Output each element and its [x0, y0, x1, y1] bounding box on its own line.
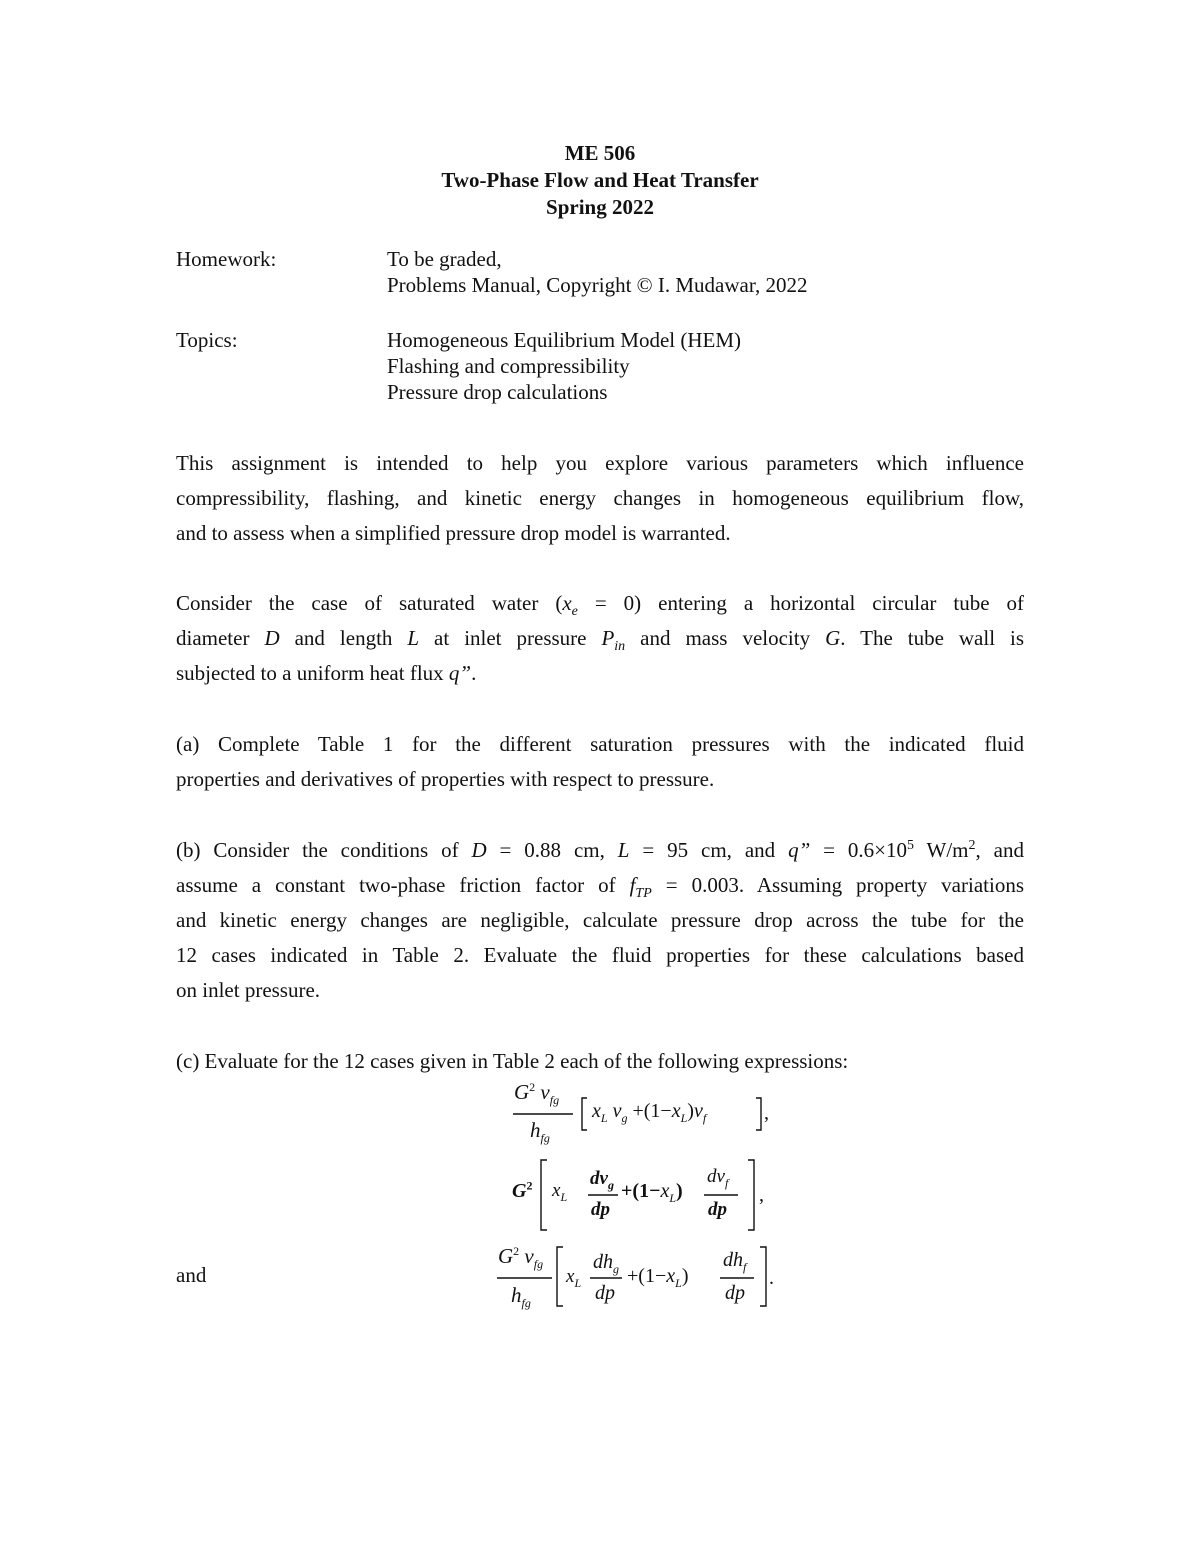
eq-operator: + — [632, 1100, 644, 1122]
eq2-prefactor — [512, 1180, 532, 1203]
topics-label: Topics: — [176, 328, 238, 352]
eq-subscript: fg — [540, 1131, 550, 1146]
eq-symbol: x — [592, 1100, 601, 1122]
eq-operator: + — [621, 1180, 633, 1202]
var-l: L — [407, 626, 420, 650]
eq-symbol: dv — [590, 1168, 608, 1189]
eq-symbol: x — [671, 1100, 681, 1122]
text-run: , and — [975, 838, 1024, 862]
paragraph-line: on inlet pressure. — [176, 978, 321, 1002]
eq-operator: + — [627, 1265, 639, 1287]
eq-subscript: L — [680, 1111, 688, 1125]
eq1-numerator — [514, 1080, 560, 1108]
text-run: subjected to a uniform heat flux — [176, 661, 449, 685]
eq-punctuation: , — [759, 1184, 764, 1206]
eq-symbol: x — [660, 1180, 670, 1202]
var-l: L — [617, 838, 630, 862]
eq-symbol: v — [693, 1100, 703, 1122]
homework-label: Homework: — [176, 247, 277, 271]
text-run: = 0.6×10 — [810, 838, 907, 862]
text-run: Consider the case of saturated water ( — [176, 591, 563, 615]
eq3-xl — [566, 1266, 581, 1288]
eq-symbol: dh — [593, 1251, 613, 1273]
paragraph-line — [176, 833, 1024, 868]
eq-symbol: dp — [708, 1199, 727, 1220]
and-label: and — [176, 1263, 207, 1287]
eq-symbol: G — [498, 1244, 514, 1268]
eq-subscript: f — [702, 1111, 707, 1125]
eq-exponent: 2 — [526, 1178, 533, 1193]
paragraph-line — [176, 868, 1024, 903]
eq3-denominator — [511, 1283, 531, 1311]
paragraph-line: properties and derivatives of properties with respect to pressure. — [176, 767, 715, 791]
subscript: TP — [635, 886, 652, 902]
homework-value: Problems Manual, Copyright © I. Mudawar, 2022 — [387, 273, 808, 297]
topic-item: Flashing and compressibility — [387, 354, 630, 378]
eq-symbol: x — [552, 1180, 561, 1201]
var-d: D — [471, 838, 487, 862]
paragraph-line — [176, 621, 1024, 656]
eq-subscript: f — [724, 1175, 729, 1190]
course-term: Spring 2022 — [546, 195, 654, 219]
eq-subscript: L — [560, 1189, 568, 1204]
paragraph-line: and to assess when a simplified pressure drop model is warranted. — [176, 521, 731, 545]
text-run: and mass velocity — [625, 626, 826, 650]
homework-value: To be graded, — [387, 247, 502, 271]
eq-symbol: dp — [591, 1199, 610, 1220]
eq-subscript: L — [669, 1191, 677, 1205]
eq-symbol: dp — [595, 1282, 615, 1304]
text-run: and length — [279, 626, 408, 650]
topic-item: Homogeneous Equilibrium Model (HEM) — [387, 328, 742, 352]
var-x: x — [562, 591, 572, 615]
eq1-bracket-content — [592, 1100, 706, 1123]
eq3-num2 — [723, 1249, 746, 1272]
eq-symbol: v — [524, 1244, 534, 1268]
eq2-middle — [621, 1180, 683, 1203]
topics-values — [387, 327, 1087, 405]
eq-subscript: L — [600, 1111, 608, 1125]
eq2-num2 — [707, 1166, 728, 1188]
topic-item: Pressure drop calculations — [387, 380, 608, 404]
text-run: W/m — [914, 838, 969, 862]
equation-1 — [505, 1080, 785, 1150]
eq-symbol: v — [612, 1100, 622, 1122]
equation-2 — [508, 1158, 788, 1234]
eq-symbol: dp — [725, 1282, 745, 1304]
eq-symbol: dv — [707, 1166, 725, 1187]
eq-punctuation: . — [769, 1267, 774, 1289]
eq3-num1 — [593, 1251, 619, 1274]
paragraph-line: (a) Complete Table 1 for the different saturation pressures with the indicated fluid — [176, 732, 1024, 756]
paragraph-line: This assignment is intended to help you explore various parameters which influence — [176, 451, 1024, 475]
document-header — [0, 140, 1200, 221]
var-f: f — [629, 873, 636, 897]
equation-3 — [494, 1238, 784, 1318]
var-p: P — [601, 626, 615, 650]
text-run: diameter — [176, 626, 265, 650]
paragraph-line: (c) Evaluate for the 12 cases given in Table 2 each of the following expressions: — [176, 1049, 849, 1073]
subscript: in — [614, 639, 626, 655]
eq2-xl — [552, 1180, 567, 1202]
intro-paragraph — [176, 446, 1024, 551]
eq3-middle — [627, 1265, 688, 1288]
subscript: e — [571, 604, 578, 620]
paragraph-line: and kinetic energy changes are negligible, calculate pressure drop across the tube for the — [176, 908, 1024, 932]
part-c-paragraph — [176, 1044, 1024, 1079]
var-g: G — [825, 626, 841, 650]
eq-subscript: fg — [549, 1093, 560, 1108]
var-d: D — [264, 626, 280, 650]
var-q: q” — [448, 661, 472, 685]
paragraph-line: 12 cases indicated in Table 2. Evaluate the fluid properties for these calculations based — [176, 943, 1024, 967]
var-q: q” — [788, 838, 811, 862]
eq2-num1 — [590, 1168, 614, 1190]
homework-values — [387, 246, 1087, 298]
eq-subscript: fg — [533, 1257, 544, 1272]
eq1-denominator — [530, 1118, 550, 1146]
paragraph-line: compressibility, flashing, and kinetic energy changes in homogeneous equilibrium flow, — [176, 486, 1024, 510]
text-run: assume a constant two-phase friction factor of — [176, 873, 630, 897]
superscript: 5 — [907, 838, 914, 853]
text-run: at inlet pressure — [419, 626, 602, 650]
eq-operator: ) — [687, 1100, 694, 1122]
eq-operator: (1− — [638, 1265, 667, 1287]
eq-subscript: g — [621, 1111, 628, 1125]
course-code: ME 506 — [564, 141, 636, 165]
eq-symbol: x — [566, 1266, 575, 1287]
eq-exponent: 2 — [513, 1244, 520, 1258]
text-run: . The tube wall is — [840, 626, 1025, 650]
eq-symbol: G — [514, 1080, 530, 1104]
eq-symbol: h — [530, 1118, 541, 1142]
eq-subscript: g — [607, 1177, 614, 1192]
text-run: = 95 cm, and — [629, 838, 789, 862]
superscript: 2 — [968, 838, 976, 853]
text-run: . — [471, 661, 477, 685]
eq-operator: (1− — [643, 1100, 672, 1122]
eq-operator: ) — [676, 1180, 683, 1202]
eq-symbol: x — [666, 1265, 676, 1287]
eq-subscript: L — [675, 1276, 682, 1290]
eq-operator: (1− — [632, 1180, 661, 1202]
course-title: Two-Phase Flow and Heat Transfer — [441, 168, 759, 192]
eq-subscript: L — [574, 1275, 582, 1290]
consider-paragraph — [176, 586, 1024, 691]
text-run: = 0.003. Assuming property variations — [651, 873, 1024, 897]
paragraph-line — [176, 586, 1024, 621]
eq-symbol: v — [540, 1080, 550, 1104]
paragraph-line — [176, 656, 1024, 691]
part-a-paragraph — [176, 727, 1024, 797]
eq-exponent: 2 — [529, 1080, 536, 1094]
eq-punctuation: , — [764, 1102, 769, 1124]
eq-subscript: g — [613, 1262, 619, 1276]
text-run: = 0) entering a horizontal circular tube of — [577, 591, 1024, 615]
eq-symbol: dh — [723, 1249, 743, 1271]
eq-subscript: fg — [521, 1296, 531, 1311]
eq-symbol: G — [512, 1180, 527, 1202]
part-b-paragraph — [176, 833, 1024, 1008]
eq-operator: ) — [681, 1265, 689, 1287]
text-run: = 0.88 cm, — [486, 838, 618, 862]
eq-subscript: f — [743, 1260, 747, 1274]
eq-symbol: h — [511, 1283, 522, 1307]
eq3-numerator — [498, 1244, 544, 1272]
text-run: (b) Consider the conditions of — [176, 838, 472, 862]
